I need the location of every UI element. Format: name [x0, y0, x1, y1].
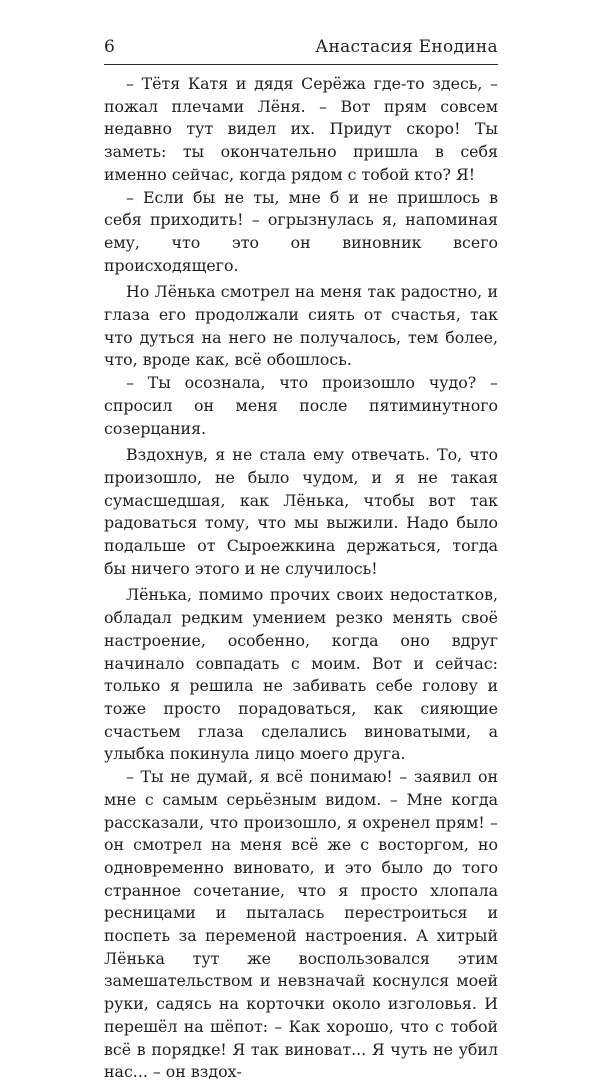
- paragraph: – Тётя Катя и дядя Серёжа где-то здесь, – пожал плечами Лёня. – Вот прям совсем недавно тут видел их. Придут скоро! Ты заметь: ты окончательно пришла в себя именно сейчас, когда рядом с тобой кто? Я!: [104, 74, 498, 184]
- paragraph: – Ты осознала, что произошло чудо? – спросил он меня после пятиминутного созерцания.: [104, 373, 498, 438]
- running-head-author: Анастасия Енодина: [315, 37, 498, 57]
- paragraph: Лёнька, помимо прочих своих недостатков, обладал редким умением резко менять своё настроение, особенно, когда оно вдруг начинало совпадать с моим. Вот и сейчас: только я решила не забивать себе голову и тоже просто порадоваться, как сияющие счастьем глаза сделались виноватыми, а улыбка покинула лицо моего друга.: [104, 585, 498, 764]
- page-header: [104, 36, 498, 60]
- header-rule: [104, 64, 498, 65]
- paragraph: – Ты не думай, я всё понимаю! – заявил он мне с самым серьёзным видом. – Мне когда рассказали, что произошло, я охренел прям! – он смотрел на меня всё же с восторгом, но одновременно виновато, и это было до того странное сочетание, что я просто хлопала ресницами и пыталась перестроиться и поспеть за переменой настроения. А хитрый Лёнька тут же воспользовался этим замешательством и невзначай коснулся моей руки, садясь на корточки около изголовья. И перешёл на шёпот: – Как хорошо, что с тобой всё в порядке! Я так виноват... Я чуть не убил нас... – он вздох-: [104, 767, 498, 1082]
- page-body: [104, 73, 498, 1084]
- paragraph: Вздохнув, я не стала ему отвечать. То, что произошло, не было чудом, и я не такая сумасшедшая, как Лёнька, чтобы вот так радоваться тому, что мы выжили. Надо было подальше от Сыроежкина держаться, тогда бы ничего этого и не случилось!: [104, 445, 498, 578]
- paragraph: Но Лёнька смотрел на меня так радостно, и глаза его продолжали сиять от счастья, так что дуться на него не получалось, тем более, что, вроде как, всё обошлось.: [104, 282, 498, 370]
- page-number: 6: [104, 37, 116, 57]
- paragraph: – Если бы не ты, мне б и не пришлось в себя приходить! – огрызнулась я, напоминая ему, что это он виновник всего происходящего.: [104, 187, 498, 275]
